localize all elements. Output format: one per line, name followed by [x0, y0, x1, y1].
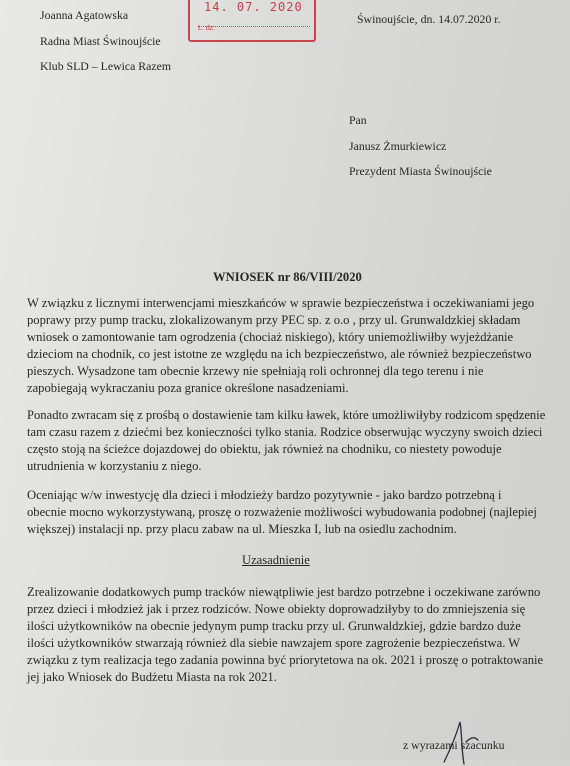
registration-stamp — [188, 0, 316, 42]
justification-heading: Uzasadnienie — [242, 553, 310, 567]
paragraph-line: pieszych. Wysadzone tam obecnie krzewy nie spełniają roli ochronnej dla tego terenu i nie — [27, 364, 484, 378]
recipient-salutation: Pan — [349, 113, 367, 127]
paragraph-line: często stoją na ścieżce dojazdowej do obiektu, jak również na chodniku, co niestety powoduje — [27, 442, 502, 456]
justification-line: Zrealizowanie dodatkowych pump tracków niewątpliwie jest bardzo potrzebne i oczekiwane zarówno — [27, 585, 541, 599]
paragraph-line: poprawy przy pump tracku, zlokalizowanym przy PEC sp. z o.o , przy ul. Grunwaldzkiej składam — [27, 313, 521, 327]
stamp-field-label: L. dz. — [198, 25, 216, 32]
paragraph-line: Oceniając w/w inwestycję dla dzieci i młodzieży bardzo pozytywnie - jako bardzo potrzebną i — [27, 488, 502, 502]
paragraph-line: większej) instalacji np. przy placu zabaw na ul. Mieszka I, lub na osiedlu zachodnim. — [27, 522, 457, 536]
justification-line: przez dzieci i młodzież jak i przez rodziców. Nowe obiekty doprowadziłyby to do zmniejszenia się — [27, 602, 526, 616]
paragraph-line: utrudnienia w korzystaniu z niego. — [27, 459, 202, 473]
recipient-title: Prezydent Miasta Świnoujście — [349, 164, 492, 178]
paragraph-line: dzieciom na chodnik, co jest istotne ze względu na ich bezpieczeństwo, ale również bezpieczeństwo — [27, 347, 532, 361]
stamp-date: 14. 07. 2020 — [204, 0, 303, 14]
paragraph-line: wniosek o zamontowanie tam ogrodzenia (chociaż niskiego), który uniemożliwiłby wyjeżdżanie — [27, 330, 514, 344]
justification-line: jej jako Wniosek do Budżetu Miasta na rok 2021. — [27, 670, 277, 684]
paragraph-line: obecnie mocno wykorzystywaną, proszę o rozważenie możliwości wybudowania podobnej (najlepiej — [27, 505, 537, 519]
sender-role: Radna Miast Świnoujście — [40, 34, 161, 48]
sender-club: Klub SLD – Lewica Razem — [40, 59, 172, 73]
paragraph-line: Ponadto zwracam się z prośbą o dostawienie tam kilku ławek, które umożliwiłyby rodzicom spędzenie — [27, 408, 546, 422]
document-title: WNIOSEK nr 86/VIII/2020 — [213, 270, 362, 284]
justification-line: ilości użytkowników na obecnie jedynym pump tracku przy ul. Grunwaldzkiej, gdzie bardzo duże — [27, 619, 521, 633]
sender-name: Joanna Agatowska — [40, 8, 129, 22]
paragraph-line: tam czasu razem z dziećmi bez konieczności tylko stania. Rodzice obserwując wyczyny swoich dzieci — [27, 425, 543, 439]
justification-line: związku z tym realizacja tego zadania powinna być priorytetowa na ok. 2021 i proszę o potraktowanie — [27, 653, 544, 667]
closing-phrase: z wyrazami szacunku — [403, 738, 505, 752]
recipient-name: Janusz Żmurkiewicz — [349, 139, 447, 153]
place-date: Świnoujście, dn. 14.07.2020 r. — [357, 12, 501, 26]
paragraph-line: zapobiegają wykraczaniu poza granice określone nasadzeniami. — [27, 381, 349, 395]
justification-line: ilości użytkowników stwarzają również dla siebie nawzajem spore zagrożenie bezpieczeństwa. W — [27, 636, 521, 650]
paragraph-line: W związku z licznymi interwencjami mieszkańców w sprawie bezpieczeństwa i oczekiwaniami jego — [27, 296, 535, 310]
